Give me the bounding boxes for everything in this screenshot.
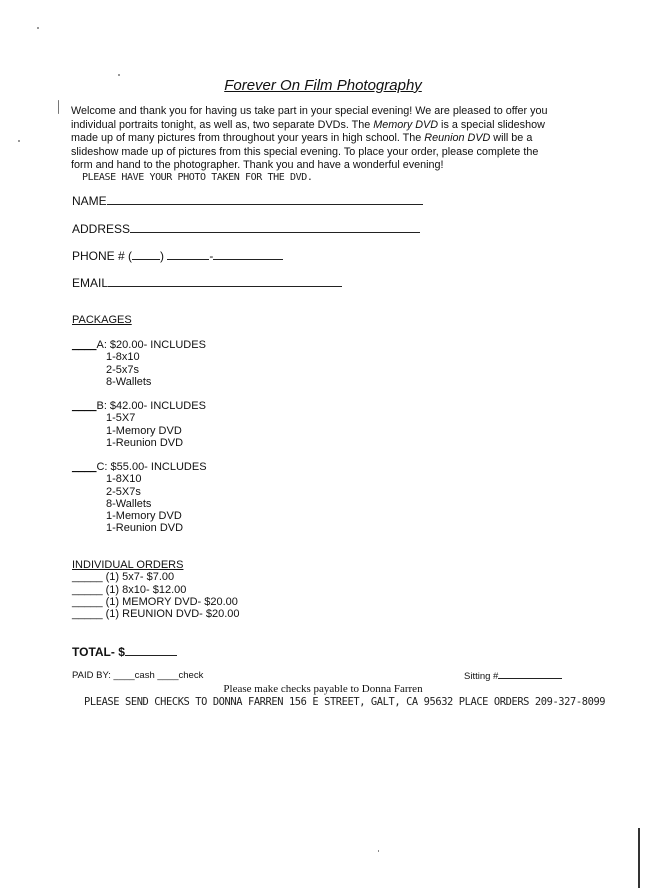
total-label: TOTAL- $ — [72, 645, 125, 659]
sitting-label: Sitting # — [464, 671, 499, 682]
phone-prefix-line[interactable] — [167, 250, 209, 260]
sitting-line[interactable] — [498, 671, 562, 679]
scan-edge — [638, 828, 640, 888]
intro-text-3: will be a slideshow made up of pictures from this special evening. To place your order, please complete the form and hand to the photographer. Thank you and have a wonderful evening! — [71, 132, 539, 172]
package-item: 1-8x10 — [106, 351, 140, 364]
package-item: 1-Memory DVD — [106, 424, 182, 437]
package-item: 1-Reunion DVD — [106, 436, 184, 449]
package-b — [72, 400, 206, 449]
package-item: 1-Reunion DVD — [106, 522, 184, 535]
packages-heading: PACKAGES — [72, 314, 132, 326]
scan-speck — [378, 850, 379, 852]
sitting-field[interactable] — [464, 671, 562, 682]
total-field[interactable] — [72, 645, 177, 659]
order-line[interactable]: _____ (1) MEMORY DVD- $20.00 — [72, 595, 238, 608]
order-line[interactable]: _____ (1) 8x10- $12.00 — [72, 583, 187, 596]
email-label: EMAIL — [72, 276, 109, 290]
name-field[interactable] — [72, 194, 423, 208]
email-line[interactable] — [108, 277, 342, 287]
package-item: 1-5X7 — [106, 412, 136, 425]
address-line[interactable] — [130, 223, 420, 233]
package-item: 8-Wallets — [106, 497, 152, 510]
package-a-header — [72, 339, 206, 351]
package-a-title: A: $20.00- INCLUDES — [96, 339, 206, 351]
phone-number-line[interactable] — [213, 250, 283, 260]
address-label: ADDRESS — [72, 222, 131, 236]
package-a-blank[interactable]: ____ — [72, 339, 97, 351]
phone-paren: ) — [160, 249, 165, 263]
address-field[interactable] — [72, 222, 420, 236]
email-field[interactable] — [72, 276, 342, 290]
scan-speck — [118, 74, 120, 76]
package-item: 2-5X7s — [106, 485, 141, 498]
intro-text-2: is a special slideshow made up of many pictures from throughout your years in high school. The — [71, 118, 545, 145]
page-title: Forever On Film Photography — [224, 77, 422, 94]
phone-field[interactable] — [72, 249, 283, 263]
package-b-blank[interactable]: ____ — [72, 400, 97, 412]
scan-speck — [58, 100, 59, 114]
reunion-dvd-term: Reunion DVD — [424, 132, 491, 145]
package-item: 8-Wallets — [106, 375, 152, 388]
order-line[interactable]: _____ (1) 5x7- $7.00 — [72, 571, 175, 584]
scan-speck — [18, 140, 20, 142]
individual-orders — [72, 559, 240, 620]
phone-dash: - — [209, 249, 214, 263]
package-c-header — [72, 461, 207, 473]
package-a — [72, 339, 206, 388]
package-c-blank[interactable]: ____ — [72, 461, 97, 473]
package-item: 1-8X10 — [106, 473, 142, 486]
checks-payable-note: Please make checks payable to Donna Farren — [223, 683, 423, 695]
paid-by[interactable]: PAID BY: ____cash ____check — [72, 670, 204, 681]
intro-paragraph — [71, 105, 557, 173]
scan-speck — [37, 27, 39, 29]
handwritten-footer: PLEASE SEND CHECKS TO DONNA FARREN 156 E STREET, GALT, CA 95632 PLACE ORDERS 209-327-8099 — [84, 696, 606, 708]
name-line[interactable] — [107, 195, 423, 205]
package-b-header — [72, 400, 206, 412]
package-b-title: B: $42.00- INCLUDES — [96, 400, 206, 412]
individual-orders-heading: INDIVIDUAL ORDERS — [72, 559, 184, 571]
name-label: NAME — [72, 194, 107, 208]
phone-area-line[interactable] — [132, 250, 160, 260]
phone-label: PHONE # ( — [72, 249, 133, 263]
package-c — [72, 461, 207, 535]
memory-dvd-term: Memory DVD — [373, 118, 439, 131]
package-item: 2-5x7s — [106, 363, 140, 376]
handwritten-note: PLEASE HAVE YOUR PHOTO TAKEN FOR THE DVD. — [82, 172, 313, 183]
order-line[interactable]: _____ (1) REUNION DVD- $20.00 — [72, 608, 240, 621]
package-item: 1-Memory DVD — [106, 510, 182, 523]
total-line[interactable] — [125, 646, 177, 656]
package-c-title: C: $55.00- INCLUDES — [96, 461, 207, 473]
intro-text-1: Welcome and thank you for having us take part in your special evening! We are pleased to offer you individual portraits tonight, as well as, two separate DVDs. The — [71, 105, 548, 131]
